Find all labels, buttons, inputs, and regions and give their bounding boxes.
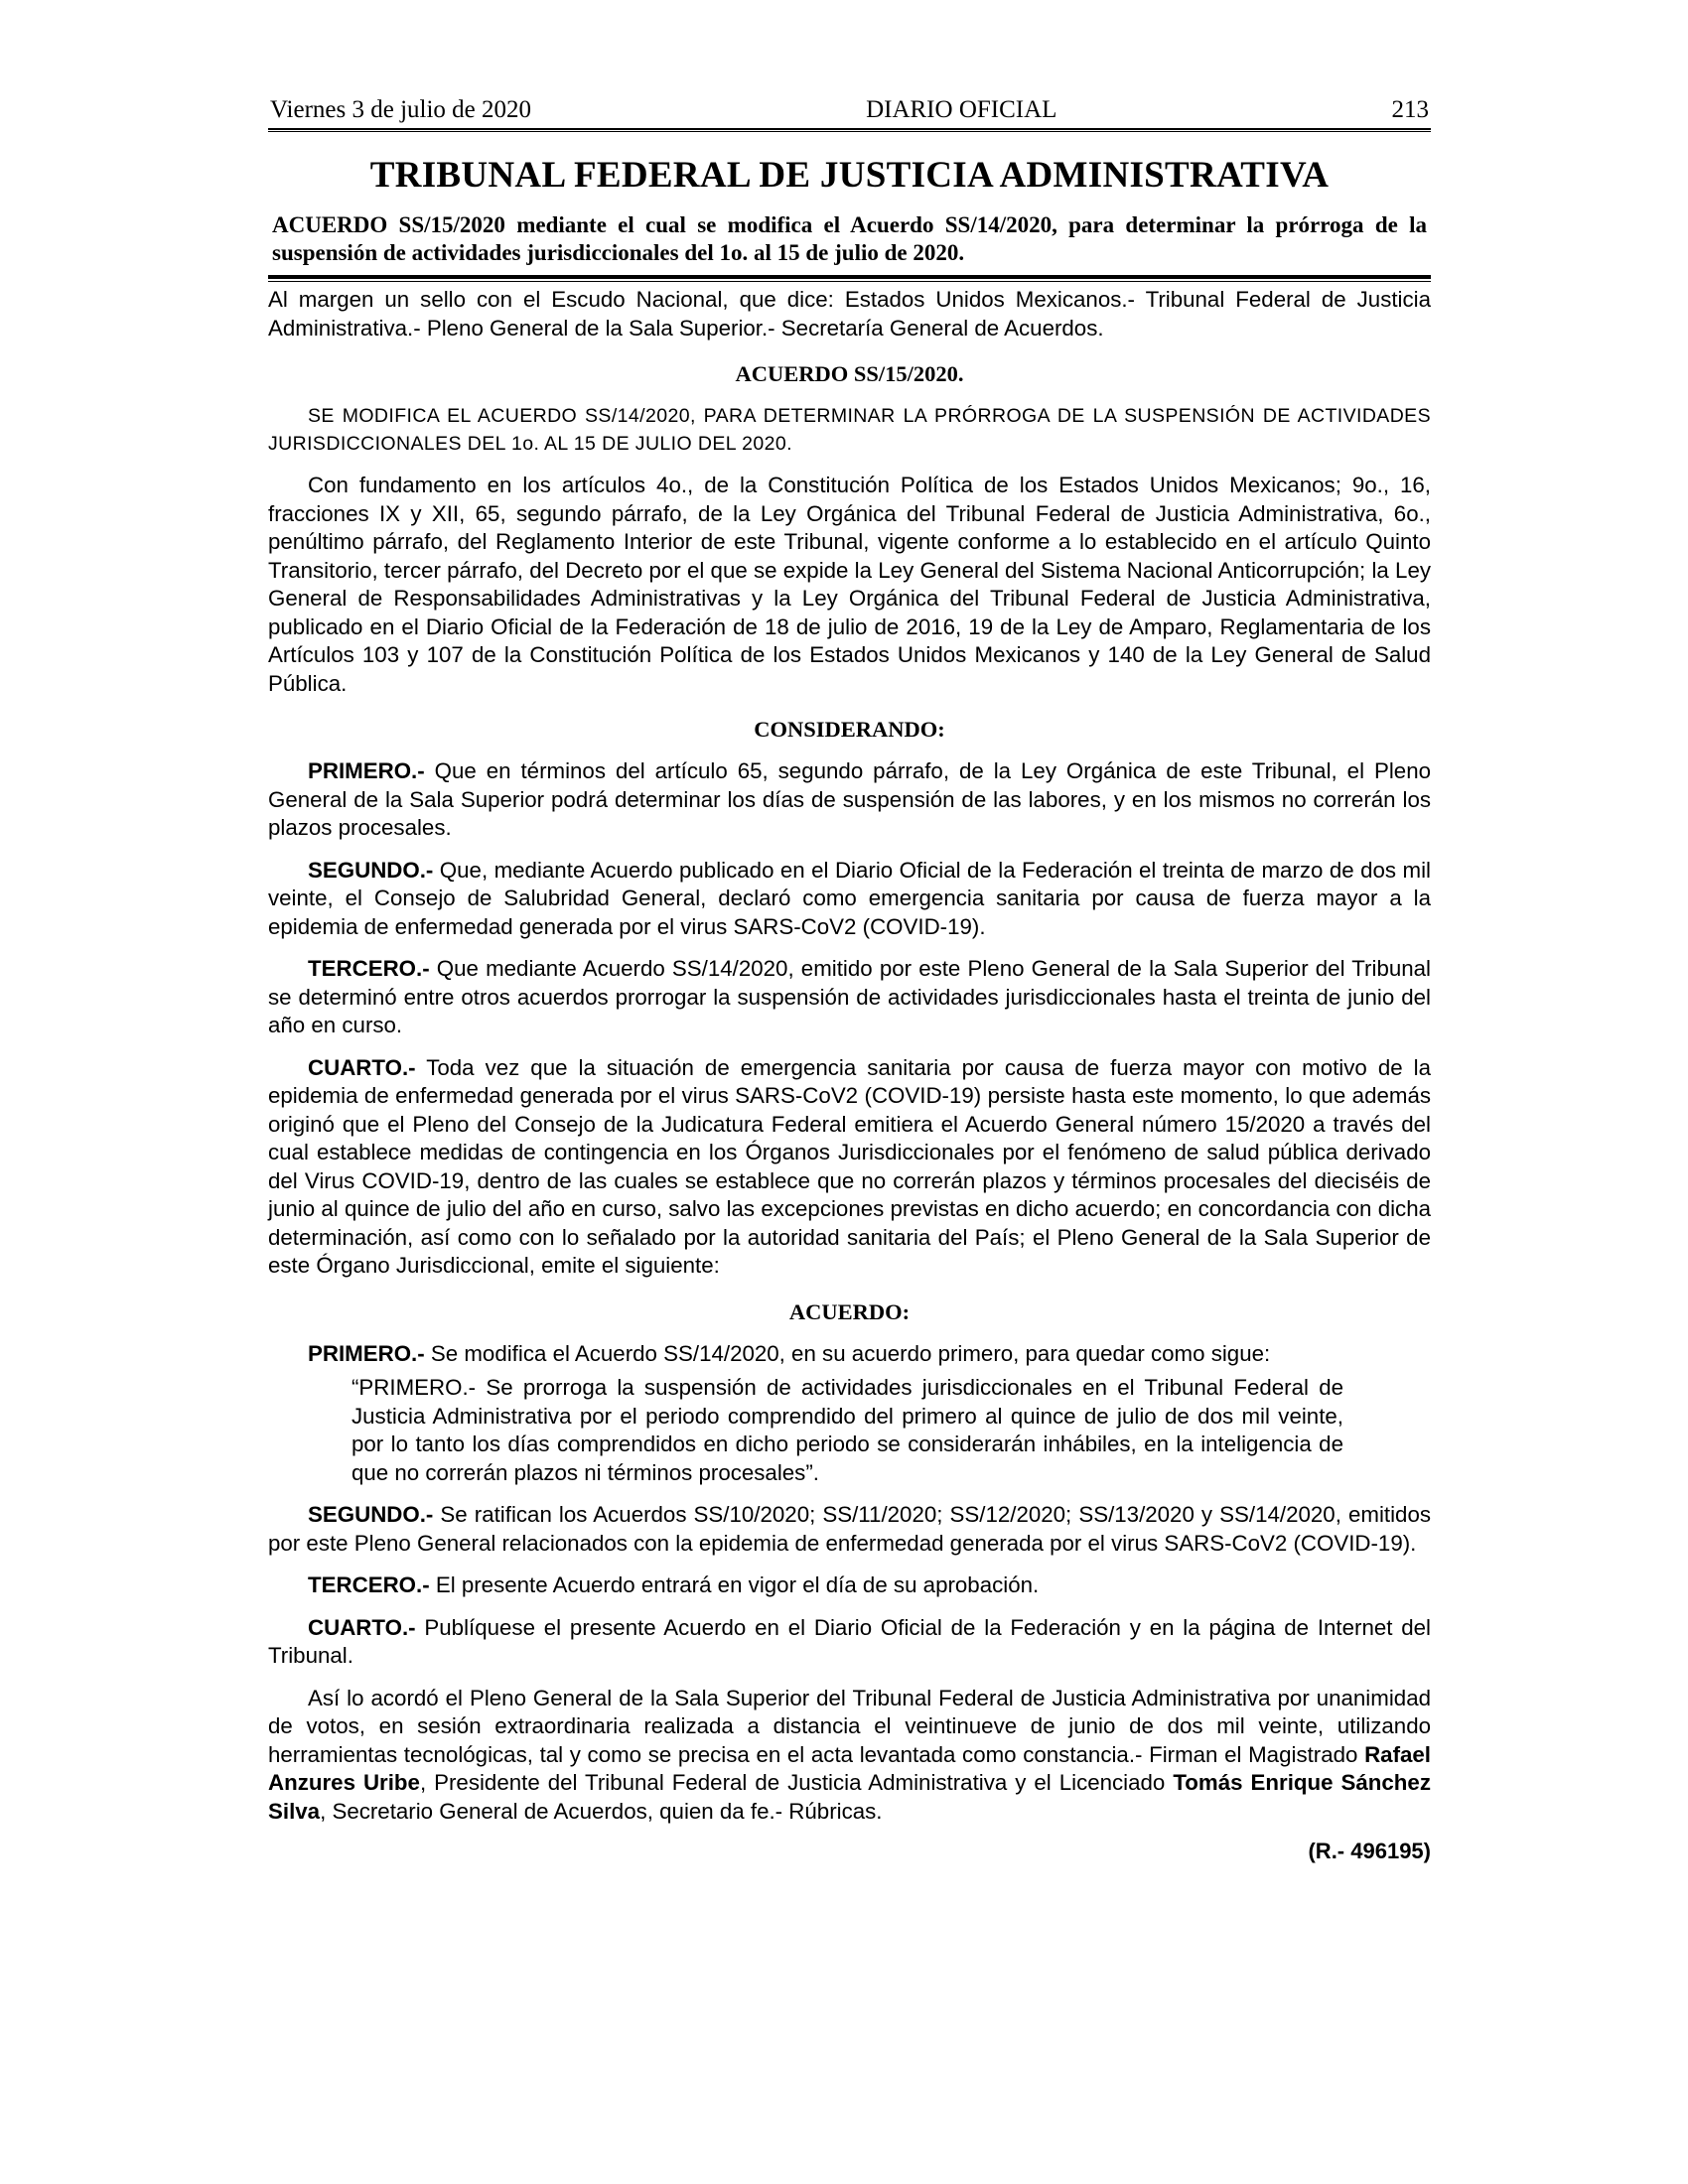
signer-name: Tomás Enrique Sánchez Silva <box>268 1770 1431 1824</box>
summary-rule <box>268 275 1431 279</box>
item-text: Publíquese el presente Acuerdo en el Diario Oficial de la Federación y en la página de Internet del Tribunal. <box>268 1614 1431 1668</box>
document-page <box>268 95 1431 1865</box>
quoted-provision: “PRIMERO.- Se prorroga la suspensión de actividades jurisdiccionales en el Tribunal Federal de Justicia Administrativa por el periodo comprendido del primero al quince de julio de dos mil veinte, por lo tanto los días comprendidos en dicho periodo se considerarán inhábiles, en la inteligencia de que no correrán plazos ni términos procesales”. <box>352 1375 1343 1485</box>
header-rule <box>268 128 1431 130</box>
acuerdo-item <box>268 1571 1431 1600</box>
considerando-item <box>268 955 1431 1040</box>
item-label: TERCERO.- <box>308 956 430 981</box>
summary-rule-thin <box>268 281 1431 282</box>
header-publication: DIARIO OFICIAL <box>866 96 1057 123</box>
legal-basis-paragraph: Con fundamento en los artículos 4o., de la Constitución Política de los Estados Unidos Mexicanos; 9o., 16, fracciones IX y XII, 65, segundo párrafo, de la Ley Orgánica del Tribunal Federal de Justicia Administrativa, 6o., penúltimo párrafo, del Reglamento Interior de este Tribunal, vigente conforme a lo establecido en el artículo Quinto Transitorio, tercer párrafo, del Decreto por el que se expide la Ley General del Sistema Nacional Anticorrupción; la Ley General de Responsabilidades Administrativas y la Ley Orgánica del Tribunal Federal de Justicia Administrativa, publicado en el Diario Oficial de la Federación de 18 de julio de 2016, 19 de la Ley de Amparo, Reglamentaria de los Artículos 103 y 107 de la Constitución Política de los Estados Unidos Mexicanos y 140 de la Ley General de Salud Pública. <box>268 473 1431 696</box>
header-page-number: 213 <box>1391 96 1429 123</box>
item-text: El presente Acuerdo entrará en vigor el día de su aprobación. <box>429 1572 1040 1597</box>
document-summary: ACUERDO SS/15/2020 mediante el cual se modifica el Acuerdo SS/14/2020, para determinar la prórroga de la suspensión de actividades jurisdiccionales del 1o. al 15 de julio de 2020. <box>272 212 1427 265</box>
margin-note: Al margen un sello con el Escudo Nacional, que dice: Estados Unidos Mexicanos.- Tribunal Federal de Justicia Administrativa.- Pleno General de la Sala Superior.- Secretaría General de Acuerdos. <box>268 287 1431 341</box>
subject-paragraph: SE MODIFICA EL ACUERDO SS/14/2020, PARA DETERMINAR LA PRÓRROGA DE LA SUSPENSIÓN DE ACTIVIDADES JURISDICCIONALES DEL 1o. AL 15 DE JULIO DEL 2020. <box>268 405 1431 455</box>
item-label: PRIMERO.- <box>308 1340 425 1366</box>
item-text: Se modifica el Acuerdo SS/14/2020, en su acuerdo primero, para quedar como sigue: <box>424 1340 1271 1366</box>
acuerdo-number-heading: ACUERDO SS/15/2020. <box>735 361 964 386</box>
header-date: Viernes 3 de julio de 2020 <box>270 96 532 123</box>
closing-paragraph <box>268 1685 1431 1827</box>
acuerdo-heading: ACUERDO: <box>788 1298 911 1324</box>
item-label: CUARTO.- <box>308 1054 416 1080</box>
item-text: Toda vez que la situación de emergencia sanitaria por causa de fuerza mayor con motivo de la epidemia de enfermedad generada por el virus SARS-CoV2 (COVID-19) persiste hasta este momento, lo que además originó que el Pleno del Consejo de la Judicatura Federal emitiera el Acuerdo General número 15/2020 a través del cual establece medidas de contingencia en los Órganos Jurisdiccionales por el fenómeno de salud pública derivado del Virus COVID-19, dentro de las cuales se establece que no correrán plazos y términos procesales del dieciséis de junio al quince de julio del año en curso, salvo las excepciones previstas en dicho acuerdo; en concordancia con dicha determinación, así como con lo señalado por la autoridad sanitaria del País; el Pleno General de la Sala Superior de este Órgano Jurisdiccional, emite el siguiente: <box>268 1054 1431 1278</box>
item-text: Que, mediante Acuerdo publicado en el Diario Oficial de la Federación el treinta de marzo de dos mil veinte, el Consejo de Salubridad General, declaró como emergencia sanitaria por causa de fuerza mayor a la epidemia de enfermedad generada por el virus SARS-CoV2 (COVID-19). <box>268 857 1431 939</box>
acuerdo-item <box>268 1340 1431 1369</box>
considerando-item <box>268 1054 1431 1281</box>
item-label: TERCERO.- <box>308 1572 430 1597</box>
closing-text: , Secretario General de Acuerdos, quien da fe.- Rúbricas. <box>320 1798 883 1824</box>
item-label: PRIMERO.- <box>308 758 425 783</box>
signer-name: Rafael Anzures Uribe <box>268 1741 1431 1795</box>
acuerdo-item <box>268 1614 1431 1671</box>
item-text: Se ratifican los Acuerdos SS/10/2020; SS/11/2020; SS/12/2020; SS/13/2020 y SS/14/2020, emitidos por este Pleno General relacionados con la epidemia de enfermedad generada por el virus SARS-CoV2 (COVID-19). <box>268 1502 1431 1556</box>
item-text: Que mediante Acuerdo SS/14/2020, emitido por este Pleno General de la Sala Superior del Tribunal se determinó entre otros acuerdos prorrogar la suspensión de actividades jurisdiccionales hasta el treinta de junio del año en curso. <box>268 956 1431 1037</box>
running-header <box>268 95 1431 128</box>
considerando-heading: CONSIDERANDO: <box>754 717 945 742</box>
item-text: Que en términos del artículo 65, segundo párrafo, de la Ley Orgánica de este Tribunal, el Pleno General de la Sala Superior podrá determinar los días de suspensión de las labores, y en los mismos no correrán los plazos procesales. <box>268 758 1431 840</box>
item-label: SEGUNDO.- <box>308 1502 434 1527</box>
acuerdo-item <box>268 1501 1431 1558</box>
publication-reference: (R.- 496195) <box>1308 1839 1431 1863</box>
considerando-item <box>268 757 1431 843</box>
considerando-item <box>268 857 1431 942</box>
item-label: SEGUNDO.- <box>308 857 434 883</box>
header-rule-thin <box>268 131 1431 132</box>
organization-title: TRIBUNAL FEDERAL DE JUSTICIA ADMINISTRATIVA <box>369 155 1330 196</box>
closing-text: , Presidente del Tribunal Federal de Justicia Administrativa y el Licenciado <box>419 1770 1174 1795</box>
closing-text: Así lo acordó el Pleno General de la Sala Superior del Tribunal Federal de Justicia Administrativa por unanimidad de votos, en sesión extraordinaria realizada a distancia el veintinueve de junio de dos mil veinte, utilizando herramientas tecnológicas, tal y como se precisa en el acta levantada como constancia.- Firman el Magistrado <box>268 1685 1431 1767</box>
item-label: CUARTO.- <box>308 1614 416 1640</box>
